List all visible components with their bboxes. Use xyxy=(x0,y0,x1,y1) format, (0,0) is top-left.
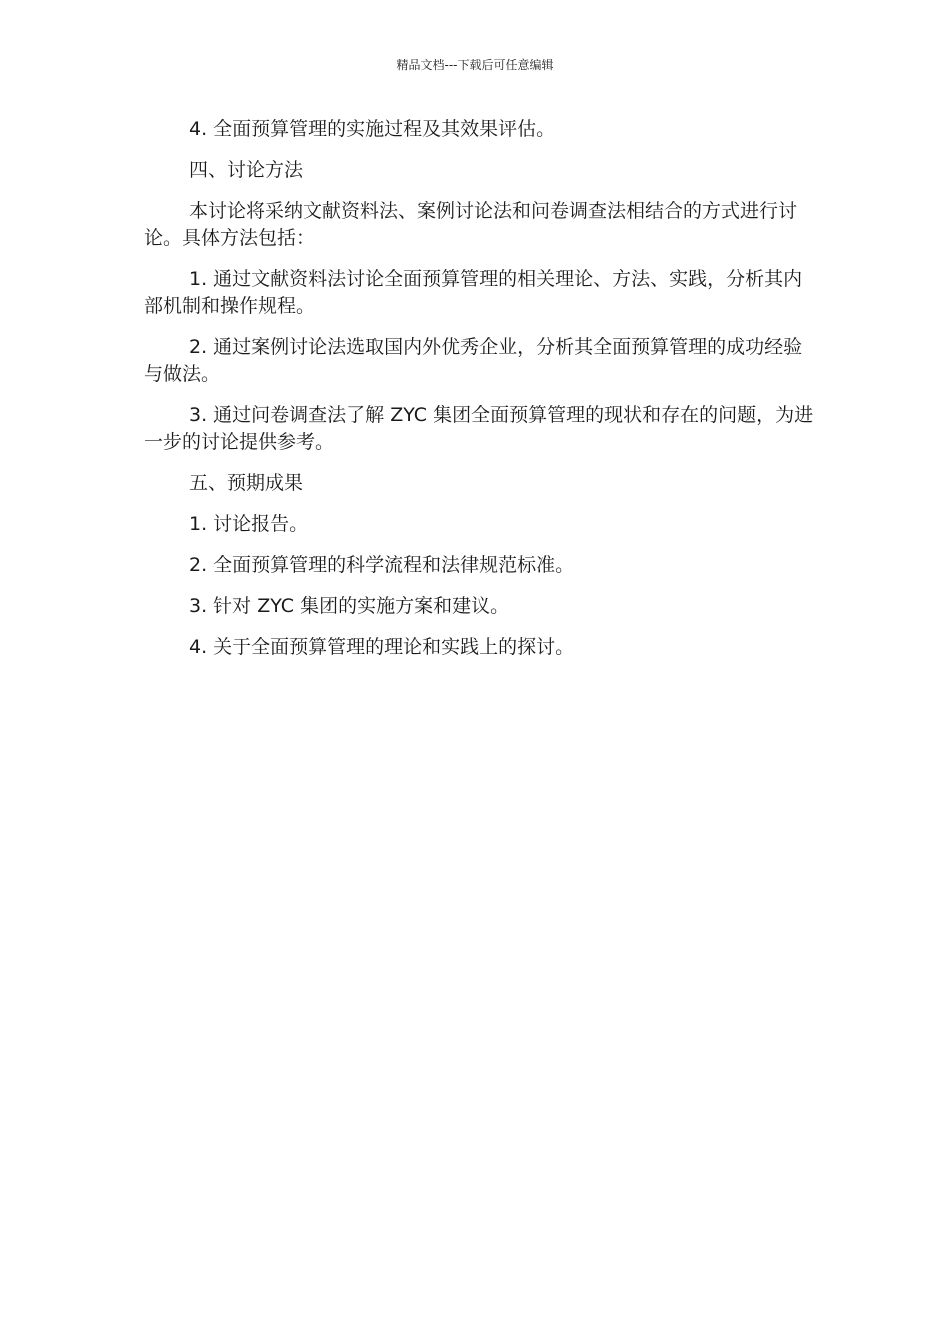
section-heading-outcomes: 五、预期成果 xyxy=(189,472,304,494)
method-item-case-study: 2. 通过案例讨论法选取国内外优秀企业，分析其全面预算管理的成功经验与做法。 xyxy=(144,336,803,385)
page-header: 精品文档---下载后可任意编辑 xyxy=(396,58,554,72)
outcome-item-theory-practice: 4. 关于全面预算管理的理论和实践上的探讨。 xyxy=(189,636,575,658)
outcome-item-implementation-plan: 3. 针对 ZYC 集团的实施方案和建议。 xyxy=(189,595,510,617)
outcome-item-process-standards: 2. 全面预算管理的科学流程和法律规范标准。 xyxy=(189,554,575,576)
method-item-literature: 1. 通过文献资料法讨论全面预算管理的相关理论、方法、实践，分析其内部机制和操作规程。 xyxy=(144,268,803,317)
list-item-evaluation: 4. 全面预算管理的实施过程及其效果评估。 xyxy=(189,118,556,140)
methods-intro-paragraph: 本讨论将采纳文献资料法、案例讨论法和问卷调查法相结合的方式进行讨论。具体方法包括： xyxy=(144,200,798,249)
outcome-item-report: 1. 讨论报告。 xyxy=(189,513,309,535)
document-body xyxy=(144,116,816,675)
method-item-questionnaire: 3. 通过问卷调查法了解 ZYC 集团全面预算管理的现状和存在的问题，为进一步的讨论提供参考。 xyxy=(144,404,814,453)
section-heading-methods: 四、讨论方法 xyxy=(189,159,304,181)
